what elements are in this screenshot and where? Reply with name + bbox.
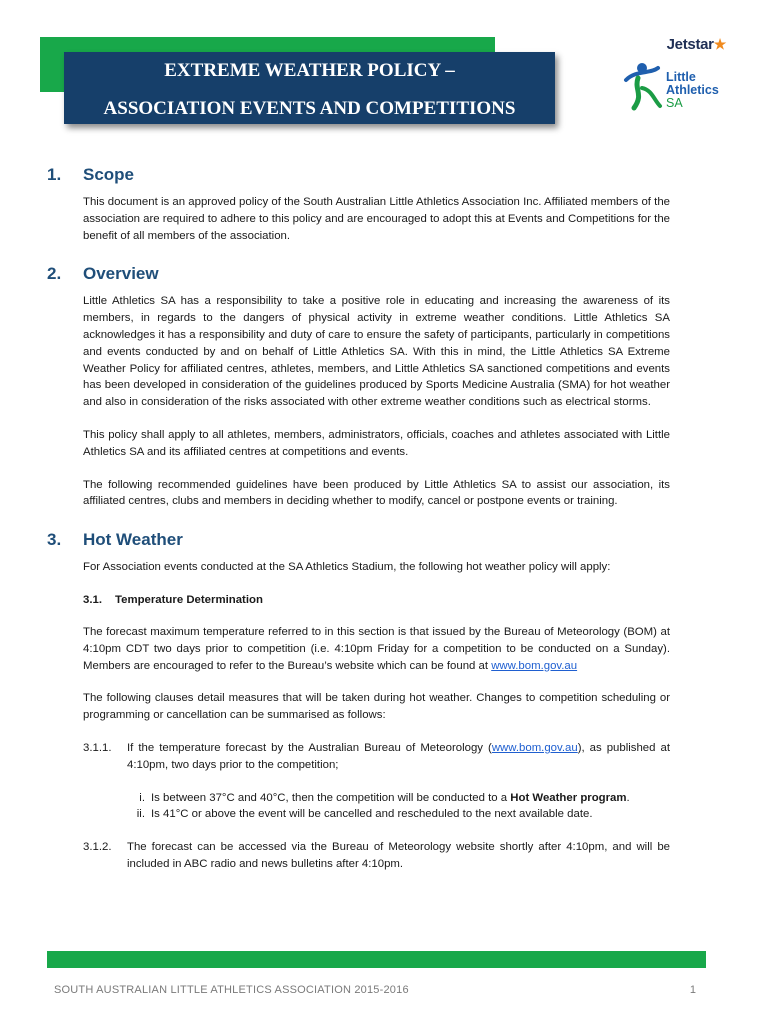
footer-text: SOUTH AUSTRALIAN LITTLE ATHLETICS ASSOCIATION 2015-2016 <box>54 984 409 996</box>
logo-area <box>616 36 726 116</box>
footer-green-bar <box>47 951 706 968</box>
section-heading-scope: 1. Scope <box>47 165 135 184</box>
document-body <box>47 165 670 873</box>
bom-website-link-clause[interactable]: www.bom.gov.au <box>491 741 578 754</box>
clause-item-i: i. Is between 37°C and 40°C, then the competition will be conducted to a Hot Weather program. <box>139 791 630 804</box>
overview-paragraph-2: This policy shall apply to all athletes, members, administrators, officials, coaches and athletes associated with Little Athletics SA and its affiliated centres at competitions and events. <box>83 428 670 458</box>
clause-3-1-1: 3.1.1. If the temperature forecast by the Australian Bureau of Meteorology (www.bom.gov.au), as published at 4:10pm, two days prior to the competition; <box>83 741 670 771</box>
star-icon: ★ <box>713 36 726 52</box>
bom-website-link[interactable]: www.bom.gov.au <box>491 659 578 672</box>
section-heading-overview: 2. Overview <box>47 264 159 284</box>
jetstar-logo: Jetstar★ <box>666 36 726 53</box>
section-heading-hot-weather: 3. Hot Weather <box>47 530 183 550</box>
scope-paragraph: This document is an approved policy of the South Australian Little Athletics Association Inc. Affiliated members of the association are required to adhere to this policy and are encouraged to adopt this at Events and Competitions for the benefit of all members of the association. <box>83 196 670 242</box>
temperature-paragraph: The forecast maximum temperature referred to in this section is that issued by the Bureau of Meteorology (BOM) at 4:10pm CDT two days prior to competition (i.e. 4:10pm Friday for a competition to be conducted on a Sunday). Members are encouraged to refer to the Bureau’s website which can be found at www.bom.gov.au <box>83 625 670 672</box>
subsection-heading-temperature: 3.1. Temperature Determination <box>83 593 263 606</box>
little-athletics-sa-logo-text: Little Athletics SA <box>666 70 719 110</box>
title-line-2: ASSOCIATION EVENTS AND COMPETITIONS <box>103 98 516 119</box>
hot-weather-intro: For Association events conducted at the SA Athletics Stadium, the following hot weather policy will apply: <box>83 561 611 574</box>
title-line-1: EXTREME WEATHER POLICY – <box>164 60 455 81</box>
clauses-intro-paragraph: The following clauses detail measures that will be taken during hot weather. Changes to competition scheduling or programming or cancellation can be summarised as follows: <box>83 692 670 722</box>
overview-paragraph-3: The following recommended guidelines have been produced by Little Athletics SA to assist our association, its affiliated centres, clubs and members in deciding whether to modify, cancel or postpone events or training. <box>83 478 670 508</box>
clause-item-ii: ii. Is 41°C or above the event will be cancelled and rescheduled to the next available date. <box>136 808 593 821</box>
overview-paragraph-1: Little Athletics SA has a responsibility to take a positive role in educating and increasing the awareness of its members, in regards to the dangers of physical activity in extreme weather conditions. Little Athletics SA acknowledges it has a responsibility and duty of care to ensure the safety of participants, particularly in competitions and events conducted by and on behalf of Little Athletics SA. With this in mind, the Little Athletics SA Extreme Weather Policy for affiliated centres, athletes, members, and Little Athletics SA sanctioned competitions and events has been developed in consideration of the guidelines produced by Sports Medicine Australia (SMA) for hot weather and also in consideration of the risks associated with other extreme weather conditions such as electrical storms. <box>83 295 670 409</box>
title-banner <box>64 52 555 124</box>
little-athletics-figure-icon <box>620 60 670 112</box>
clause-3-1-2: 3.1.2. The forecast can be accessed via the Bureau of Meteorology website shortly after 4:10pm, and will be included in ABC radio and news bulletins after 4:10pm. <box>83 841 670 870</box>
page-number: 1 <box>689 984 696 996</box>
